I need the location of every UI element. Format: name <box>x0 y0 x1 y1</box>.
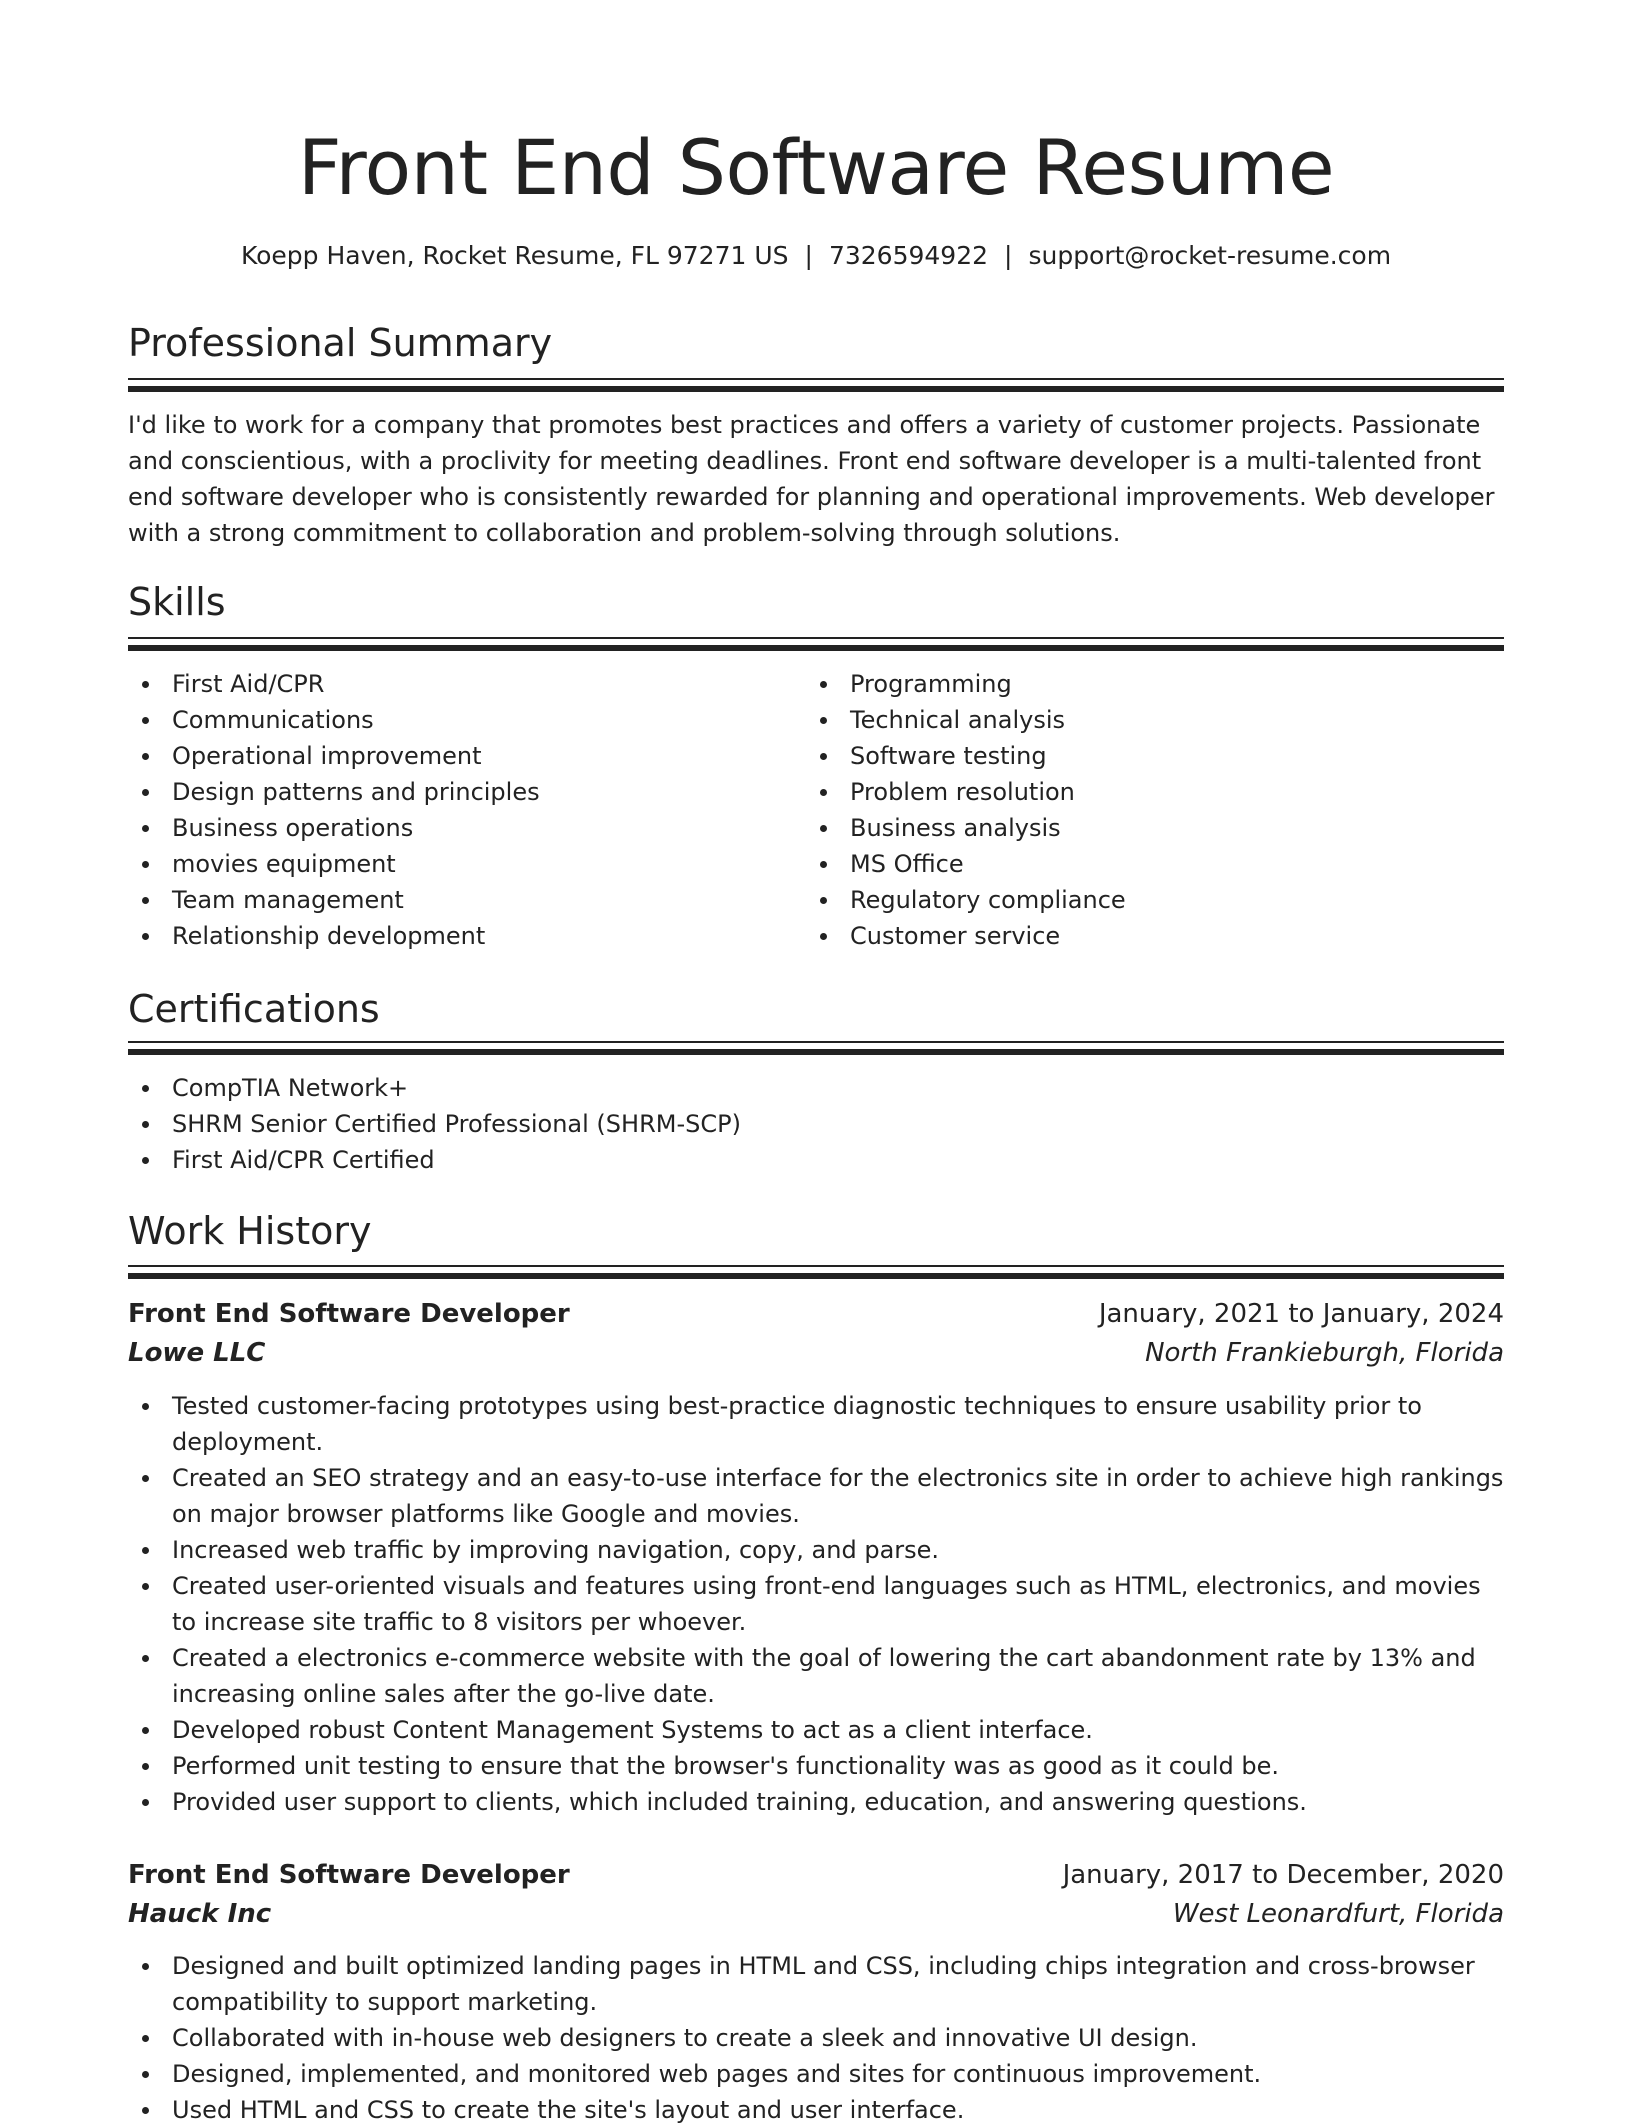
certifications-heading: Certifications <box>128 987 380 1031</box>
skills-list-left <box>128 666 798 954</box>
job-company: Hauck Inc <box>128 1899 272 1929</box>
job-1-title-row <box>128 1295 1504 1333</box>
job-2-title-row <box>128 1856 1504 1894</box>
job-bullet: Tested customer-facing prototypes using best-practice diagnostic techniques to ensure usability prior to deployment. <box>128 1388 1504 1460</box>
summary-section-header <box>128 318 1504 368</box>
work-divider-thin <box>128 1265 1504 1267</box>
skills-section-header <box>128 577 1504 627</box>
summary-divider-thin <box>128 378 1504 380</box>
skill-item: Business operations <box>128 810 798 846</box>
job-bullet: Developed robust Content Management Systems to act as a client interface. <box>128 1712 1504 1748</box>
work-divider-thick <box>128 1273 1504 1279</box>
job-company: Lowe LLC <box>128 1338 266 1368</box>
contact-line <box>128 238 1504 274</box>
job-1-bullets <box>128 1388 1504 1820</box>
certification-item: CompTIA Network+ <box>128 1070 1504 1106</box>
job-bullet: Provided user support to clients, which included training, education, and answering questions. <box>128 1784 1504 1820</box>
skills-divider-thin <box>128 637 1504 639</box>
work-section-header <box>128 1206 1504 1256</box>
job-title: Front End Software Developer <box>128 1860 570 1890</box>
skill-item: Operational improvement <box>128 738 798 774</box>
skills-divider-thick <box>128 645 1504 651</box>
contact-address: Koepp Haven, Rocket Resume, FL 97271 US <box>240 241 789 270</box>
resume-title: Front End Software Resume <box>297 123 1335 212</box>
certifications-divider-thin <box>128 1041 1504 1043</box>
summary-text: I'd like to work for a company that promotes best practices and offers a variety of customer projects. Passionate and conscientious, with a proclivity for meeting deadlines. Front end software developer is a multi-talented front end software developer who is consistently rewarded for planning and operational improvements. Web developer with a strong commitment to collaboration and problem-solving through solutions. <box>128 411 1495 547</box>
job-2-company-row <box>128 1895 1504 1933</box>
skills-list-right <box>806 666 1504 954</box>
skill-item: Programming <box>806 666 1504 702</box>
job-dates: January, 2017 to December, 2020 <box>1062 1860 1504 1890</box>
job-bullet: Created a electronics e-commerce website with the goal of lowering the cart abandonment rate by 13% and increasing online sales after the go-live date. <box>128 1640 1504 1712</box>
certifications-section-header <box>128 984 1504 1034</box>
job-location: North Frankieburgh, Florida <box>1145 1338 1504 1368</box>
job-bullet: Designed, implemented, and monitored web pages and sites for continuous improvement. <box>128 2056 1504 2092</box>
skills-heading: Skills <box>128 580 226 624</box>
work-heading: Work History <box>128 1209 372 1253</box>
job-bullet: Performed unit testing to ensure that the browser's functionality was as good as it could be. <box>128 1748 1504 1784</box>
skill-item: Relationship development <box>128 918 798 954</box>
certification-item: SHRM Senior Certified Professional (SHRM-SCP) <box>128 1106 1504 1142</box>
skill-item: MS Office <box>806 846 1504 882</box>
skill-item: Communications <box>128 702 798 738</box>
job-title: Front End Software Developer <box>128 1299 570 1329</box>
certifications-list <box>128 1070 1504 1178</box>
skill-item: Technical analysis <box>806 702 1504 738</box>
job-2-bullets <box>128 1948 1504 2128</box>
skill-item: First Aid/CPR <box>128 666 798 702</box>
job-location: West Leonardfurt, Florida <box>1172 1899 1504 1929</box>
job-bullet: Designed and built optimized landing pages in HTML and CSS, including chips integration and cross-browser compatibility to support marketing. <box>128 1948 1504 2020</box>
skill-item: Design patterns and principles <box>128 774 798 810</box>
skill-item: Regulatory compliance <box>806 882 1504 918</box>
job-bullet: Created an SEO strategy and an easy-to-use interface for the electronics site in order to achieve high rankings on major browser platforms like Google and movies. <box>128 1460 1504 1532</box>
certification-item: First Aid/CPR Certified <box>128 1142 1504 1178</box>
skill-item: movies equipment <box>128 846 798 882</box>
job-bullet: Created user-oriented visuals and features using front-end languages such as HTML, electronics, and movies to increase site traffic to 8 visitors per whoever. <box>128 1568 1504 1640</box>
contact-email: support@rocket-resume.com <box>1028 241 1392 270</box>
summary-heading: Professional Summary <box>128 321 553 365</box>
skill-item: Problem resolution <box>806 774 1504 810</box>
certifications-divider-thick <box>128 1049 1504 1055</box>
summary-divider-thick <box>128 386 1504 392</box>
contact-separator: | <box>804 241 813 270</box>
skill-item: Business analysis <box>806 810 1504 846</box>
skill-item: Team management <box>128 882 798 918</box>
skill-item: Software testing <box>806 738 1504 774</box>
job-dates: January, 2021 to January, 2024 <box>1098 1299 1504 1329</box>
job-bullet: Increased web traffic by improving navigation, copy, and parse. <box>128 1532 1504 1568</box>
job-bullet: Used HTML and CSS to create the site's layout and user interface. <box>128 2092 1504 2128</box>
job-bullet: Collaborated with in-house web designers to create a sleek and innovative UI design. <box>128 2020 1504 2056</box>
contact-separator: | <box>1004 241 1013 270</box>
contact-phone: 7326594922 <box>828 241 989 270</box>
job-1-company-row <box>128 1334 1504 1372</box>
skill-item: Customer service <box>806 918 1504 954</box>
